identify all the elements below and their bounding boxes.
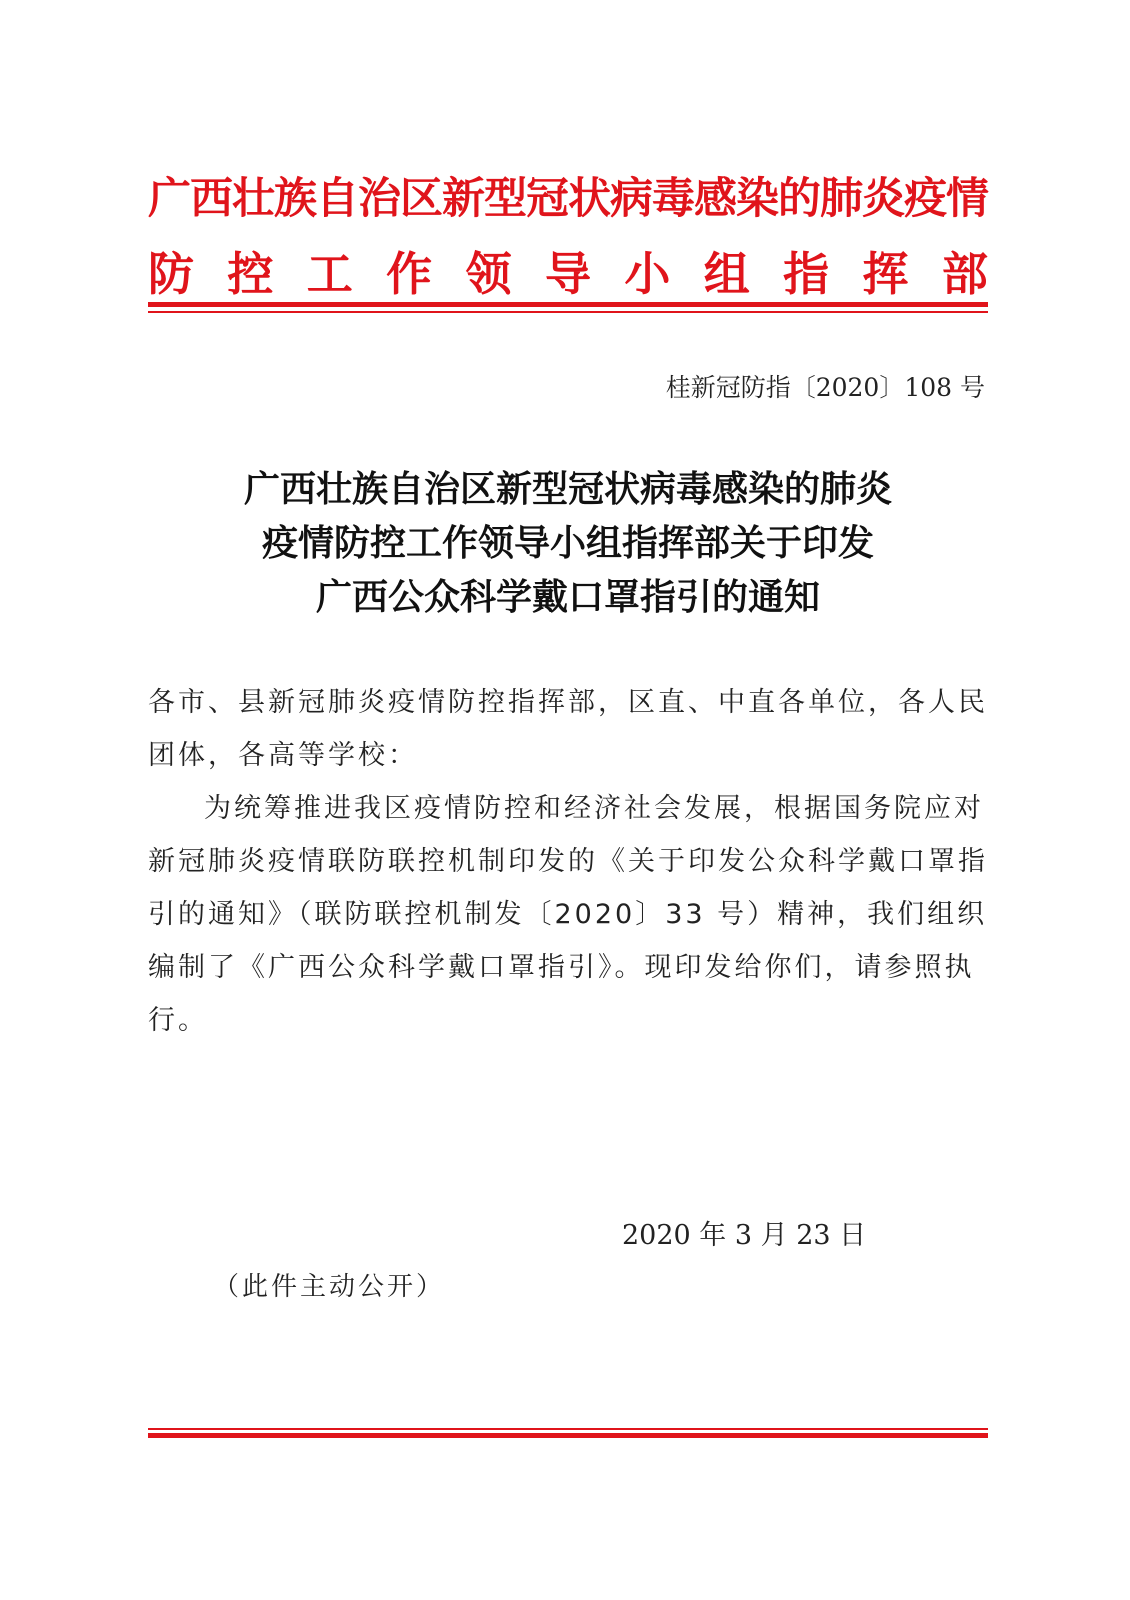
header-red-rule-thin bbox=[148, 311, 988, 313]
issue-date: 2020 年 3 月 23 日 bbox=[622, 1220, 867, 1251]
title-line-2: 疫情防控工作领导小组指挥部关于印发 bbox=[261, 522, 874, 564]
authority-char: 工 bbox=[306, 247, 353, 301]
authority-char: 作 bbox=[386, 247, 433, 301]
issuing-authority-line-1: 广西壮族自治区新型冠状病毒感染的肺炎疫情 bbox=[148, 174, 988, 224]
title-line-3: 广西公众科学戴口罩指引的通知 bbox=[315, 576, 820, 618]
authority-char: 挥 bbox=[862, 247, 909, 301]
header-red-rule-thick bbox=[148, 302, 988, 307]
body-paragraph: 为统筹推进我区疫情防控和经济社会发展，根据国务院应对新冠肺炎疫情联防联控机制印发的《关于印发公众科学戴口罩指引的通知》（联防联控机制发〔2020〕33 号）精神，我们组织编制了《广西公众科学戴口罩指引》。现印发给你们，请参照执行。 bbox=[148, 793, 988, 1036]
authority-char: 部 bbox=[941, 247, 988, 301]
authority-char: 组 bbox=[703, 247, 750, 301]
authority-char: 导 bbox=[544, 247, 591, 301]
document-title bbox=[148, 462, 988, 624]
authority-char: 小 bbox=[624, 247, 671, 301]
issuing-authority-line-2 bbox=[148, 238, 988, 304]
document-number: 桂新冠防指〔2020〕108 号 bbox=[665, 373, 985, 402]
title-line-1: 广西壮族自治区新型冠状病毒感染的肺炎 bbox=[243, 468, 892, 510]
addressee: 各市、县新冠肺炎疫情防控指挥部，区直、中直各单位，各人民团体，各高等学校： bbox=[148, 687, 988, 771]
footer-red-rule-thin bbox=[148, 1428, 988, 1430]
authority-char: 领 bbox=[465, 247, 512, 301]
authority-char: 防 bbox=[148, 247, 194, 301]
public-disclosure-note: （此件主动公开） bbox=[213, 1272, 446, 1302]
authority-char: 控 bbox=[227, 247, 274, 301]
authority-char: 指 bbox=[783, 247, 830, 301]
footer-red-rule-thick bbox=[148, 1433, 988, 1438]
